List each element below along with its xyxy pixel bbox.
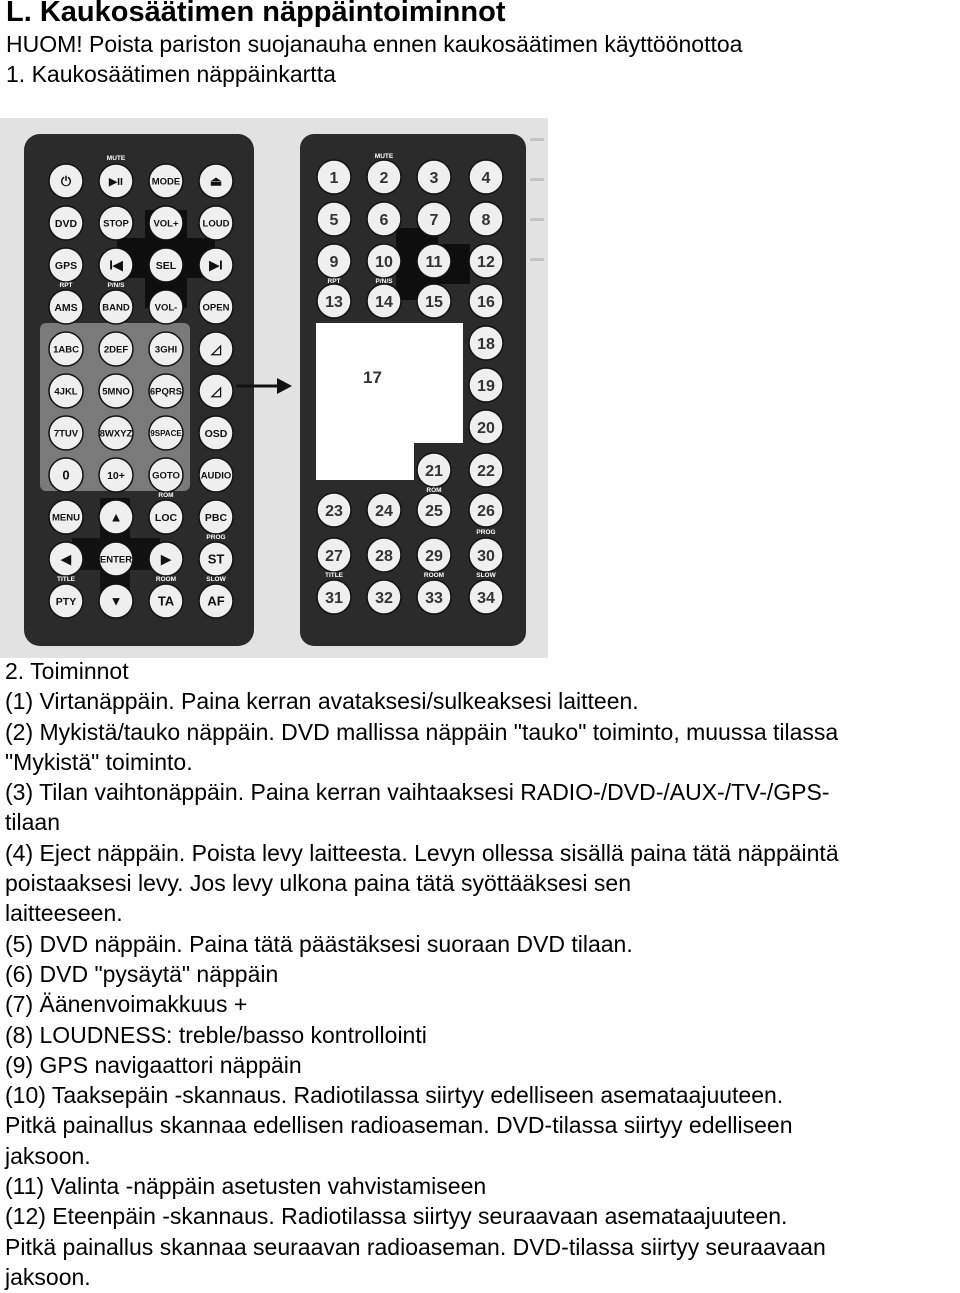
page-title: L. Kaukosäätimen näppäintoiminnot <box>6 0 506 28</box>
right-remote-button <box>317 160 351 194</box>
function-line: Pitkä painallus skannaa edellisen radioaseman. DVD-tilassa siirtyy edelliseen <box>5 1112 793 1139</box>
function-line: (7) Äänenvoimakkuus + <box>5 991 248 1018</box>
small-key-label: ROOM <box>155 576 177 583</box>
right-remote-button <box>317 538 351 572</box>
small-key-label: TITLE <box>56 576 76 583</box>
function-line: tilaan <box>5 809 60 836</box>
small-key-label: RPT <box>327 278 341 285</box>
left-remote-button <box>49 416 83 450</box>
button-label: VOL- <box>154 302 178 314</box>
left-remote-button <box>99 500 133 534</box>
button-number: 31 <box>325 590 343 607</box>
left-remote-button <box>49 584 83 618</box>
right-remote-button <box>469 493 503 527</box>
button-number: 25 <box>425 503 443 520</box>
left-remote-button <box>149 290 183 324</box>
right-remote-button <box>469 244 503 278</box>
left-remote-button <box>199 416 233 450</box>
button-label: VOL+ <box>153 218 179 230</box>
button-label: ENTER <box>99 554 133 566</box>
right-remote-button <box>469 160 503 194</box>
button-label: AF <box>207 593 225 609</box>
button-label: ◀ <box>61 551 71 567</box>
button-label: SEL <box>155 259 177 272</box>
button-number: 20 <box>477 420 495 437</box>
left-remote-button <box>49 458 83 492</box>
function-line: (3) Tilan vaihtonäppäin. Paina kerran vaihtaaksesi RADIO-/DVD-/AUX-/TV-/GPS- <box>5 779 830 806</box>
button-label: GOTO <box>152 470 180 482</box>
button-number: 6 <box>379 212 389 229</box>
left-remote-button <box>49 332 83 366</box>
button-number: 12 <box>477 254 495 271</box>
left-remote-button <box>49 542 83 576</box>
button-number: 22 <box>477 463 495 480</box>
small-key-label: P/N/S <box>107 282 125 289</box>
small-key-label: MUTE <box>374 153 394 160</box>
button-number: 21 <box>425 463 443 480</box>
right-remote-button <box>417 538 451 572</box>
button-number: 28 <box>375 548 393 565</box>
small-key-label: ROM <box>158 492 174 499</box>
button-label: 4JKL <box>54 386 78 398</box>
button-number: 13 <box>325 294 343 311</box>
button-label: STOP <box>103 218 129 230</box>
small-key-label: TITLE <box>324 572 344 579</box>
button-number: 19 <box>477 378 495 395</box>
button-label: ⏻ <box>60 173 72 189</box>
right-remote-button <box>317 580 351 614</box>
left-remote-button <box>199 374 233 408</box>
button-label: PBC <box>204 511 228 524</box>
right-remote-button <box>417 580 451 614</box>
left-remote-button <box>199 584 233 618</box>
left-remote-button <box>149 374 183 408</box>
button-label: ▲ <box>109 509 123 525</box>
button-label: 5MNO <box>102 386 130 398</box>
function-line: (12) Eteenpäin -skannaus. Radiotilassa siirtyy seuraavaan asemataajuuteen. <box>5 1203 788 1230</box>
button-label: 0 <box>62 467 70 483</box>
button-label: TA <box>157 593 175 609</box>
button-number: 9 <box>329 254 339 271</box>
function-line: (10) Taaksepäin -skannaus. Radiotilassa siirtyy edelliseen asemataajuuteen. <box>5 1082 784 1109</box>
left-remote-button <box>49 290 83 324</box>
button-label: GPS <box>54 259 78 272</box>
button-label: DVD <box>54 217 78 230</box>
right-remote-button <box>469 202 503 236</box>
small-key-label: PROG <box>206 534 226 541</box>
right-remote-button <box>469 538 503 572</box>
function-line: (8) LOUDNESS: treble/basso kontrollointi <box>5 1021 427 1048</box>
small-key-label: RPT <box>59 282 73 289</box>
left-remote-button <box>149 332 183 366</box>
button-label: ▶ <box>161 551 171 567</box>
right-remote-button <box>317 244 351 278</box>
battery-notice: HUOM! Poista pariston suojanauha ennen kaukosäätimen käyttöönottoa <box>6 31 743 57</box>
button-label: 3GHI <box>154 344 178 356</box>
small-key-label: SLOW <box>476 572 496 579</box>
button-number: 5 <box>329 212 339 229</box>
left-remote-button <box>99 332 133 366</box>
button-label: ▶I <box>209 257 223 273</box>
button-number: 27 <box>325 548 343 565</box>
left-remote-button <box>149 248 183 282</box>
button-label: 8WXYZ <box>99 428 133 440</box>
button-label: LOC <box>154 511 178 524</box>
button-number: 29 <box>425 548 443 565</box>
button-number: 10 <box>375 254 393 271</box>
button-label: I◀ <box>109 257 123 273</box>
right-remote-button <box>469 326 503 360</box>
function-line: laitteeseen. <box>5 900 123 927</box>
button-label: 7TUV <box>53 428 79 440</box>
button-label: 10+ <box>107 469 125 482</box>
right-remote-button <box>317 284 351 318</box>
button-number: 34 <box>477 590 495 607</box>
button-label: PTY <box>55 595 77 608</box>
area-17-label: 17 <box>363 368 382 387</box>
functions-text <box>5 656 960 1292</box>
button-number: 8 <box>481 212 491 229</box>
small-key-label: SLOW <box>206 576 226 583</box>
right-remote-button <box>367 244 401 278</box>
button-number: 3 <box>429 170 439 187</box>
right-remote-button <box>317 493 351 527</box>
function-line: (9) GPS navigaattori näppäin <box>5 1051 302 1078</box>
button-label: MENU <box>52 512 80 524</box>
button-label: ST <box>207 551 225 567</box>
button-number: 32 <box>375 590 393 607</box>
function-line: jaksoon. <box>5 1142 91 1169</box>
button-number: 2 <box>379 170 389 187</box>
button-label: ▶II <box>109 175 123 188</box>
left-remote-button <box>49 248 83 282</box>
left-remote-button <box>99 206 133 240</box>
left-remote-button <box>199 458 233 492</box>
left-remote-button <box>199 290 233 324</box>
background-texture <box>530 258 544 261</box>
right-remote-button <box>417 202 451 236</box>
function-line: Pitkä painallus skannaa seuraavan radioaseman. DVD-tilassa siirtyy seuraavaan <box>5 1233 826 1260</box>
right-remote-button <box>317 202 351 236</box>
function-line: (4) Eject näppäin. Poista levy laitteesta. Levyn ollessa sisällä paina tätä näppäintä <box>5 839 839 866</box>
right-remote-button <box>367 538 401 572</box>
left-remote-button <box>149 416 183 450</box>
button-number: 11 <box>425 254 443 271</box>
section-heading-functions: 2. Toiminnot <box>5 658 129 684</box>
left-remote-button <box>49 164 83 198</box>
left-remote-button <box>99 290 133 324</box>
button-number: 15 <box>425 294 443 311</box>
left-remote-button <box>149 458 183 492</box>
button-number: 33 <box>425 590 443 607</box>
background-texture <box>530 218 544 221</box>
button-label: BAND <box>102 302 130 314</box>
left-remote-button <box>99 458 133 492</box>
button-label: ◿ <box>211 383 221 399</box>
button-label: 1ABC <box>53 344 79 356</box>
button-number: 7 <box>429 212 439 229</box>
right-remote-button <box>417 453 451 487</box>
right-remote-button <box>417 284 451 318</box>
right-remote-button <box>469 368 503 402</box>
button-number: 14 <box>375 294 393 311</box>
button-label: MODE <box>151 176 181 188</box>
function-line: (1) Virtanäppäin. Paina kerran avataksesi/sulkeaksesi laitteen. <box>5 688 639 715</box>
button-label: 9SPACE <box>150 428 182 438</box>
function-line: (11) Valinta -näppäin asetusten vahvistamiseen <box>5 1173 487 1200</box>
function-line: "Mykistä" toiminto. <box>5 748 193 775</box>
function-line: jaksoon. <box>5 1263 91 1290</box>
section-heading-keymap: 1. Kaukosäätimen näppäinkartta <box>6 61 336 87</box>
small-key-label: PROG <box>476 529 496 536</box>
button-label: 2DEF <box>103 344 129 356</box>
background-texture <box>530 178 544 181</box>
left-remote-button <box>99 416 133 450</box>
remote-keymap-figure <box>0 118 548 658</box>
button-number: 24 <box>375 503 393 520</box>
button-label: ▼ <box>109 593 123 609</box>
small-key-label: ROOM <box>423 572 445 579</box>
left-remote-button <box>149 500 183 534</box>
left-remote-button <box>49 374 83 408</box>
right-remote-button <box>417 493 451 527</box>
button-label: LOUD <box>202 218 230 230</box>
left-remote-button <box>149 542 183 576</box>
button-label: ◿ <box>211 341 221 357</box>
right-remote-button <box>469 453 503 487</box>
background-texture <box>530 138 544 141</box>
left-remote-button <box>99 584 133 618</box>
button-number: 1 <box>329 170 339 187</box>
right-remote-button <box>417 160 451 194</box>
right-remote-button <box>469 410 503 444</box>
button-number: 16 <box>477 294 495 311</box>
button-label: AUDIO <box>200 470 232 482</box>
small-key-label: MUTE <box>106 155 126 162</box>
right-remote-button <box>417 244 451 278</box>
function-line: poistaaksesi levy. Jos levy ulkona paina tätä syöttääksesi sen <box>5 870 632 897</box>
right-remote-button <box>469 284 503 318</box>
left-remote-button <box>199 542 233 576</box>
left-remote-button <box>99 542 133 576</box>
right-remote-button <box>469 580 503 614</box>
left-remote-button <box>199 332 233 366</box>
button-number: 23 <box>325 503 343 520</box>
button-number: 30 <box>477 548 495 565</box>
left-remote-button <box>199 248 233 282</box>
small-key-label: ROM <box>426 487 442 494</box>
right-remote-button <box>367 493 401 527</box>
left-remote-button <box>149 206 183 240</box>
left-remote-button <box>99 374 133 408</box>
left-remote-button <box>199 164 233 198</box>
left-remote-button <box>199 500 233 534</box>
right-remote-button <box>367 202 401 236</box>
left-remote-button <box>149 584 183 618</box>
button-number: 26 <box>477 503 495 520</box>
function-line: (5) DVD näppäin. Paina tätä päästäksesi suoraan DVD tilaan. <box>5 930 633 957</box>
button-label: ⏏ <box>209 173 223 189</box>
button-label: OSD <box>204 427 228 440</box>
left-remote-button <box>149 164 183 198</box>
left-remote-button <box>49 206 83 240</box>
right-remote-button <box>367 580 401 614</box>
button-number: 4 <box>481 170 491 187</box>
right-remote-button <box>367 160 401 194</box>
function-line: (2) Mykistä/tauko näppäin. DVD mallissa näppäin "tauko" toiminto, muussa tilassa <box>5 718 839 745</box>
function-line: (6) DVD "pysäytä" näppäin <box>5 960 279 987</box>
right-remote-button <box>367 284 401 318</box>
left-remote-button <box>99 164 133 198</box>
small-key-label: P/N/S <box>375 278 393 285</box>
left-remote-button <box>99 248 133 282</box>
button-label: 6PQRS <box>149 386 183 398</box>
button-number: 18 <box>477 336 495 353</box>
left-remote-button <box>199 206 233 240</box>
button-label: OPEN <box>202 302 230 314</box>
button-label: AMS <box>54 301 78 314</box>
left-remote-button <box>49 500 83 534</box>
